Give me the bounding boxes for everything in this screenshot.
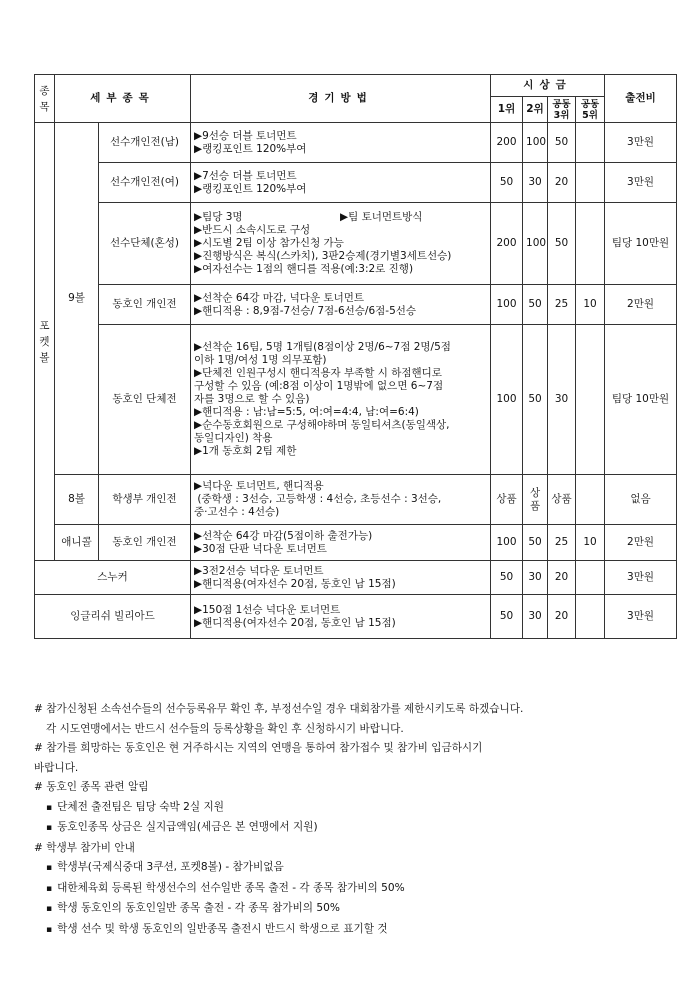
header-prize: 시상금 <box>491 75 605 97</box>
method-line: ▶넉다운 토너먼트, 핸디적용 <box>194 480 324 492</box>
prize-5th <box>576 163 605 203</box>
table-row <box>35 561 677 595</box>
prize-2nd: 50 <box>523 285 548 325</box>
entry-fee: 2만원 <box>605 285 677 325</box>
prize-3rd: 상품 <box>548 475 576 525</box>
method-line: 자를 3명으로 할 수 있음) <box>194 393 310 405</box>
prize-5th: 10 <box>576 285 605 325</box>
method-cell <box>191 525 491 561</box>
prize-1st: 상품 <box>491 475 523 525</box>
method-line: ▶7선승 더블 토너먼트 <box>194 169 297 182</box>
method-cell <box>191 123 491 163</box>
prize-1st: 100 <box>491 525 523 561</box>
method-line: 중·고선수 : 4선승) <box>194 506 280 518</box>
note-3-item: ▪ 단체전 출전팀은 팀당 숙박 2실 지원 <box>34 798 674 819</box>
entry-fee: 3만원 <box>605 561 677 595</box>
method-line: ▶1개 동호회 2팀 제한 <box>194 445 297 457</box>
prize-3rd: 20 <box>548 595 576 639</box>
method-line: 구성할 수 있음 (예:8점 이상이 1명밖에 없으면 6~7점 <box>194 380 444 392</box>
prize-1st: 50 <box>491 163 523 203</box>
method-line: (중학생 : 3선승, 고등학생 : 4선승, 초등선수 : 3선승, <box>194 493 442 505</box>
event-name: 선수개인전(여) <box>99 163 191 203</box>
event-name: 동호인 개인전 <box>99 525 191 561</box>
header-rank1: 1위 <box>491 97 523 123</box>
note-2: # 참가를 희망하는 동호인은 현 거주하시는 지역의 연맹을 통하여 참가접수 및 참가비 입금하시기 <box>34 742 483 754</box>
method-line: ▶시도별 2팀 이상 참가신청 가능 <box>194 237 344 249</box>
table-row <box>35 525 677 561</box>
method-line: ▶랭킹포인트 120%부여 <box>194 142 307 155</box>
method-cell <box>191 203 491 285</box>
table-row <box>35 475 677 525</box>
method-line: ▶팀당 3명 ▶팀 토너먼트방식 <box>194 211 423 223</box>
method-line: ▶반드시 소속시도로 구성 <box>194 224 311 236</box>
method-line: ▶순수동호회원으로 구성해야하며 동일티셔츠(동일색상, <box>194 419 450 431</box>
prize-3rd: 50 <box>548 123 576 163</box>
entry-fee: 3만원 <box>605 123 677 163</box>
group-label-8ball: 8볼 <box>55 475 99 525</box>
prize-2nd: 30 <box>523 163 548 203</box>
entry-fee: 2만원 <box>605 525 677 561</box>
method-line: ▶선착순 16팀, 5명 1개팀(8점이상 2명/6~7점 2명/5점 <box>194 341 451 353</box>
method-line: ▶선착순 64강 마감(5점이하 출전가능) <box>194 529 373 542</box>
entry-fee: 팀당 10만원 <box>605 203 677 285</box>
note-4-item: ▪ 대한체육회 등록된 학생선수의 선수일반 종목 출전 - 각 종목 참가비의 50% <box>34 879 674 900</box>
note-4-item: ▪ 학생 동호인의 동호인일반 종목 출전 - 각 종목 참가비의 50% <box>34 899 674 920</box>
method-line: ▶30점 단판 넉다운 토너먼트 <box>194 542 327 555</box>
prize-2nd: 50 <box>523 325 548 475</box>
table-row <box>35 325 677 475</box>
entry-fee: 없음 <box>605 475 677 525</box>
table-row <box>35 163 677 203</box>
method-line: ▶진행방식은 복식(스카치), 3판2승제(경기별3세트선승) <box>194 250 452 262</box>
table-row <box>35 595 677 639</box>
prize-2nd: 100 <box>523 203 548 285</box>
prize-3rd: 25 <box>548 525 576 561</box>
event-name: 동호인 개인전 <box>99 285 191 325</box>
sport-label-pocketball: 포켓볼 <box>35 123 55 561</box>
method-line: 이하 1명/여성 1명 의무포함) <box>194 354 327 366</box>
competition-table <box>34 74 677 639</box>
prize-5th <box>576 595 605 639</box>
method-line: ▶핸디적용 : 남:남=5:5, 여:여=4:4, 남:여=6:4) <box>194 406 419 418</box>
method-cell <box>191 325 491 475</box>
prize-5th <box>576 325 605 475</box>
header-fee: 출전비 <box>605 75 677 123</box>
prize-2nd: 상품 <box>523 475 548 525</box>
method-line: ▶핸디적용(여자선수 20점, 동호인 남 15점) <box>194 577 396 590</box>
prize-1st: 50 <box>491 595 523 639</box>
method-line: ▶3전2선승 넉다운 토너먼트 <box>194 564 324 577</box>
note-4: # 학생부 참가비 안내 <box>34 841 135 854</box>
notes-section <box>34 700 674 940</box>
prize-3rd: 50 <box>548 203 576 285</box>
prize-5th <box>576 561 605 595</box>
note-2-cont: 바랍니다. <box>34 761 79 774</box>
table-row <box>35 203 677 285</box>
prize-1st: 50 <box>491 561 523 595</box>
method-line: ▶단체전 인원구성시 핸디적용자 부족할 시 하점핸디로 <box>194 367 442 379</box>
event-name: 선수단체(혼성) <box>99 203 191 285</box>
prize-5th <box>576 475 605 525</box>
method-line: ▶핸디적용 : 8,9점-7선승/ 7점-6선승/6점-5선승 <box>194 304 417 317</box>
prize-1st: 100 <box>491 325 523 475</box>
entry-fee: 3만원 <box>605 163 677 203</box>
prize-1st: 200 <box>491 123 523 163</box>
header-category: 종목 <box>35 75 55 123</box>
note-1-cont: 각 시도연맹에서는 반드시 선수들의 등록상황을 확인 후 신청하시기 바랍니다. <box>46 722 404 735</box>
prize-1st: 100 <box>491 285 523 325</box>
method-cell <box>191 561 491 595</box>
prize-2nd: 30 <box>523 595 548 639</box>
method-line: 동일디자인) 착용 <box>194 432 273 444</box>
method-line: ▶랭킹포인트 120%부여 <box>194 182 307 195</box>
group-label-9ball: 9볼 <box>55 123 99 475</box>
header-rank3: 공동3위 <box>548 97 576 123</box>
method-line: ▶9선승 더블 토너먼트 <box>194 129 297 142</box>
event-name: 학생부 개인전 <box>99 475 191 525</box>
prize-3rd: 25 <box>548 285 576 325</box>
prize-2nd: 50 <box>523 525 548 561</box>
prize-2nd: 100 <box>523 123 548 163</box>
event-name: 동호인 단체전 <box>99 325 191 475</box>
note-3-item: ▪ 동호인종목 상금은 실지급액임(세금은 본 연맹에서 지원) <box>34 818 674 839</box>
header-rank2: 2위 <box>523 97 548 123</box>
prize-5th: 10 <box>576 525 605 561</box>
table-row <box>35 285 677 325</box>
prize-3rd: 20 <box>548 163 576 203</box>
prize-3rd: 20 <box>548 561 576 595</box>
method-line: ▶여자선수는 1점의 핸디를 적용(예:3:2로 진행) <box>194 263 414 275</box>
event-name: 잉글리쉬 빌리아드 <box>35 595 191 639</box>
prize-3rd: 30 <box>548 325 576 475</box>
note-3: # 동호인 종목 관련 알림 <box>34 781 149 793</box>
note-4-item: ▪ 학생 선수 및 학생 동호인의 일반종목 출전시 반드시 학생으로 표기할 것 <box>34 920 674 941</box>
prize-1st: 200 <box>491 203 523 285</box>
method-cell <box>191 595 491 639</box>
event-name: 스누커 <box>35 561 191 595</box>
prize-5th <box>576 123 605 163</box>
method-line: ▶150점 1선승 넉다운 토너먼트 <box>194 603 341 616</box>
header-method: 경기방법 <box>191 75 491 123</box>
method-cell <box>191 475 491 525</box>
header-subcategory: 세부종목 <box>55 75 191 123</box>
group-label-anniecall: 애니콜 <box>55 525 99 561</box>
method-line: ▶핸디적용(여자선수 20점, 동호인 남 15점) <box>194 616 396 629</box>
entry-fee: 3만원 <box>605 595 677 639</box>
header-rank5: 공동5위 <box>576 97 605 123</box>
note-1: # 참가신청된 소속선수들의 선수등록유무 확인 후, 부정선수일 경우 대회참가를 제한시키도록 하겠습니다. <box>34 703 524 715</box>
prize-5th <box>576 203 605 285</box>
prize-2nd: 30 <box>523 561 548 595</box>
method-line: ▶선착순 64강 마감, 넉다운 토너먼트 <box>194 291 364 304</box>
method-cell <box>191 163 491 203</box>
header-row <box>35 75 677 97</box>
method-cell <box>191 285 491 325</box>
event-name: 선수개인전(남) <box>99 123 191 163</box>
note-4-item: ▪ 학생부(국제식중대 3쿠션, 포켓8볼) - 참가비없음 <box>34 858 674 879</box>
entry-fee: 팀당 10만원 <box>605 325 677 475</box>
table-row <box>35 123 677 163</box>
